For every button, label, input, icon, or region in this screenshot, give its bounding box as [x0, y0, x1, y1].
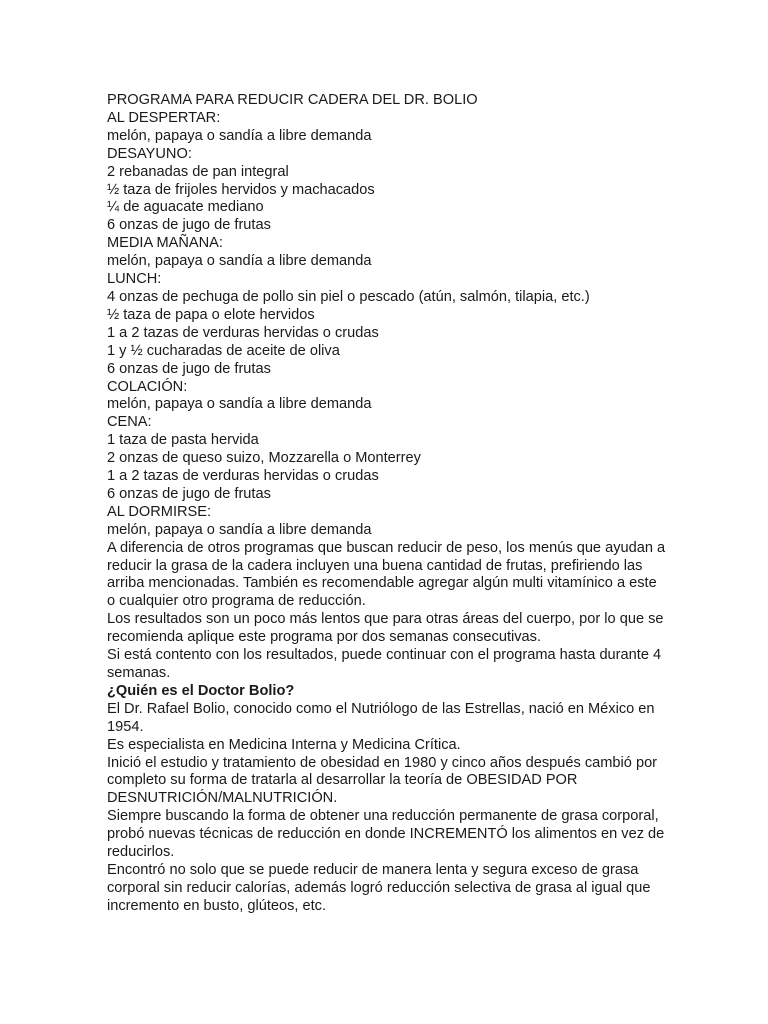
section-heading: ¿Quién es el Doctor Bolio? [107, 682, 295, 699]
body-paragraph: Siempre buscando la forma de obtener una reducción permanente de grasa corporal, probó nuevas técnicas de reducción en donde INCREMENTÓ los alimentos en vez de reducirlos. [107, 808, 665, 861]
body-paragraph: Los resultados son un poco más lentos que para otras áreas del cuerpo, por lo que se recomienda aplique este programa por dos semanas consecutivas. [107, 611, 664, 646]
body-paragraph: Es especialista en Medicina Interna y Medicina Crítica. [107, 736, 461, 753]
menu-line: melón, papaya o sandía a libre demanda [107, 253, 372, 270]
menu-line: 2 rebanadas de pan integral [107, 163, 289, 180]
body-paragraph: A diferencia de otros programas que buscan reducir de peso, los menús que ayudan a reducir la grasa de la cadera incluyen una buena cantidad de frutas, prefiriendo las arriba mencionadas. También es recomendable agregar algún multi vitamínico a este o cualquier otro programa de reducción. [107, 539, 666, 610]
document-page [107, 92, 667, 916]
menu-line: 6 onzas de jugo de frutas [107, 217, 271, 234]
body-paragraph: Inició el estudio y tratamiento de obesidad en 1980 y cinco años después cambió por completo su forma de tratarla al desarrollar la teoría de OBESIDAD POR DESNUTRICIÓN/MALNUTRICIÓN. [107, 754, 658, 807]
menu-line: AL DESPERTAR: [107, 109, 221, 126]
menu-line: melón, papaya o sandía a libre demanda [107, 521, 372, 538]
body-paragraph: El Dr. Rafael Bolio, conocido como el Nutriólogo de las Estrellas, nació en México en 1954. [107, 700, 655, 735]
body-paragraph: Si está contento con los resultados, puede continuar con el programa hasta durante 4 semanas. [107, 647, 662, 681]
menu-line: ½ taza de frijoles hervidos y machacados [107, 181, 375, 198]
menu-line: CENA: [107, 414, 152, 431]
menu-line: 6 onzas de jugo de frutas [107, 485, 271, 502]
menu-line: 1 a 2 tazas de verduras hervidas o crudas [107, 468, 379, 485]
menu-line: AL DORMIRSE: [107, 503, 212, 520]
menu-line: 1 taza de pasta hervida [107, 432, 259, 449]
body-paragraph: Encontró no solo que se puede reducir de manera lenta y segura exceso de grasa corporal sin reducir calorías, además logró reducción selectiva de grasa al igual que incremento en busto, glúteos, etc. [107, 861, 651, 914]
menu-line: COLACIÓN: [107, 378, 188, 395]
menu-line: 6 onzas de jugo de frutas [107, 360, 271, 377]
menu-line: 1 a 2 tazas de verduras hervidas o crudas [107, 324, 379, 341]
menu-line: melón, papaya o sandía a libre demanda [107, 396, 372, 413]
document-title: PROGRAMA PARA REDUCIR CADERA DEL DR. BOLIO [107, 92, 478, 108]
menu-line: 1 y ½ cucharadas de aceite de oliva [107, 342, 340, 359]
menu-line: ¼ de aguacate mediano [107, 199, 264, 216]
menu-line: MEDIA MAÑANA: [107, 235, 223, 252]
menu-line: LUNCH: [107, 271, 162, 288]
menu-line: DESAYUNO: [107, 145, 192, 162]
menu-line: ½ taza de papa o elote hervidos [107, 306, 315, 323]
menu-line: melón, papaya o sandía a libre demanda [107, 127, 372, 144]
menu-line: 2 onzas de queso suizo, Mozzarella o Monterrey [107, 450, 421, 467]
menu-line: 4 onzas de pechuga de pollo sin piel o pescado (atún, salmón, tilapia, etc.) [107, 288, 590, 305]
